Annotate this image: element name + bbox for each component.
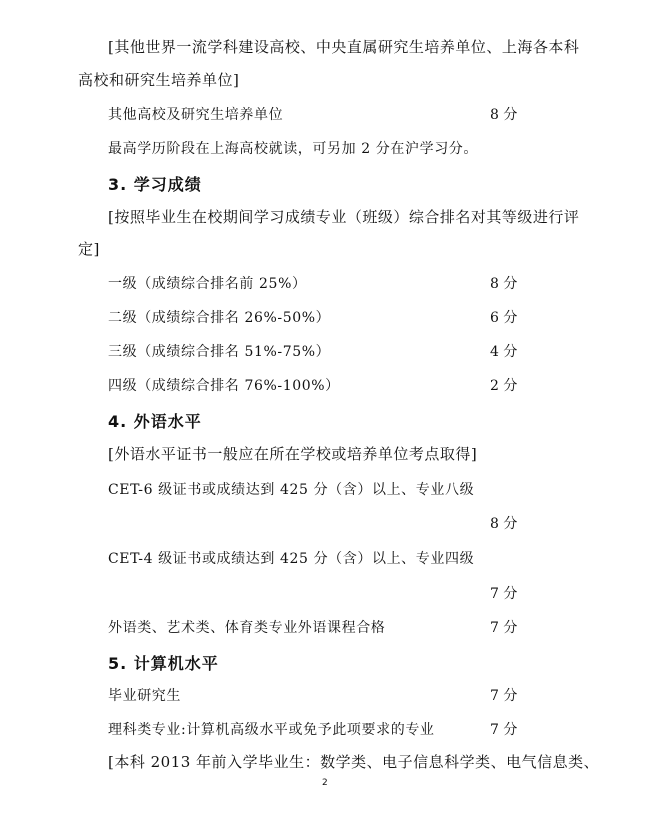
grade-1-score: 8 分	[490, 276, 518, 292]
computer-score-2: 7 分	[490, 722, 518, 738]
foreign-lang-line: 外语类、艺术类、体育类专业外语课程合格	[108, 620, 386, 636]
page-number: 2	[322, 778, 328, 788]
line-l1: [其他世界一流学科建设高校、中央直属研究生培养单位、上海各本科	[108, 38, 580, 56]
grade-2: 二级（成绩综合排名 26%-50%）	[108, 310, 331, 326]
grade-4: 四级（成绩综合排名 76%-100%）	[108, 378, 340, 394]
score-l3: 8 分	[490, 107, 518, 123]
computer-line-1: 毕业研究生	[108, 688, 181, 704]
grade-2-score: 6 分	[490, 310, 518, 326]
grade-3-score: 4 分	[490, 344, 518, 360]
line-l7: [外语水平证书一般应在所在学校或培养单位考点取得]	[108, 445, 478, 463]
line-l8: [本科 2013 年前入学毕业生：数学类、电子信息科学类、电气信息类、	[108, 753, 600, 771]
cet6-line: CET-6 级证书或成绩达到 425 分（含）以上、专业八级	[108, 482, 475, 498]
grade-1: 一级（成绩综合排名前 25%）	[108, 276, 307, 292]
computer-line-2: 理科类专业:计算机高级水平或免予此项要求的专业	[108, 722, 435, 738]
grade-4-score: 2 分	[490, 378, 518, 394]
foreign-lang-score: 7 分	[490, 620, 518, 636]
computer-score-1: 7 分	[490, 688, 518, 704]
line-l4: 最高学历阶段在上海高校就读，可另加 2 分在沪学习分。	[108, 141, 479, 157]
line-l2: 高校和研究生培养单位]	[78, 71, 240, 89]
line-l6: 定]	[78, 240, 100, 258]
line-l3: 其他高校及研究生培养单位	[108, 107, 284, 123]
section-heading-5: 5. 计算机水平	[108, 654, 219, 673]
cet4-score: 7 分	[490, 586, 518, 602]
cet6-score: 8 分	[490, 516, 518, 532]
cet4-line: CET-4 级证书或成绩达到 425 分（含）以上、专业四级	[108, 551, 475, 567]
line-l5: [按照毕业生在校期间学习成绩专业（班级）综合排名对其等级进行评	[108, 208, 580, 226]
section-heading-4: 4. 外语水平	[108, 412, 202, 431]
grade-3: 三级（成绩综合排名 51%-75%）	[108, 344, 331, 360]
section-heading-3: 3. 学习成绩	[108, 175, 202, 194]
